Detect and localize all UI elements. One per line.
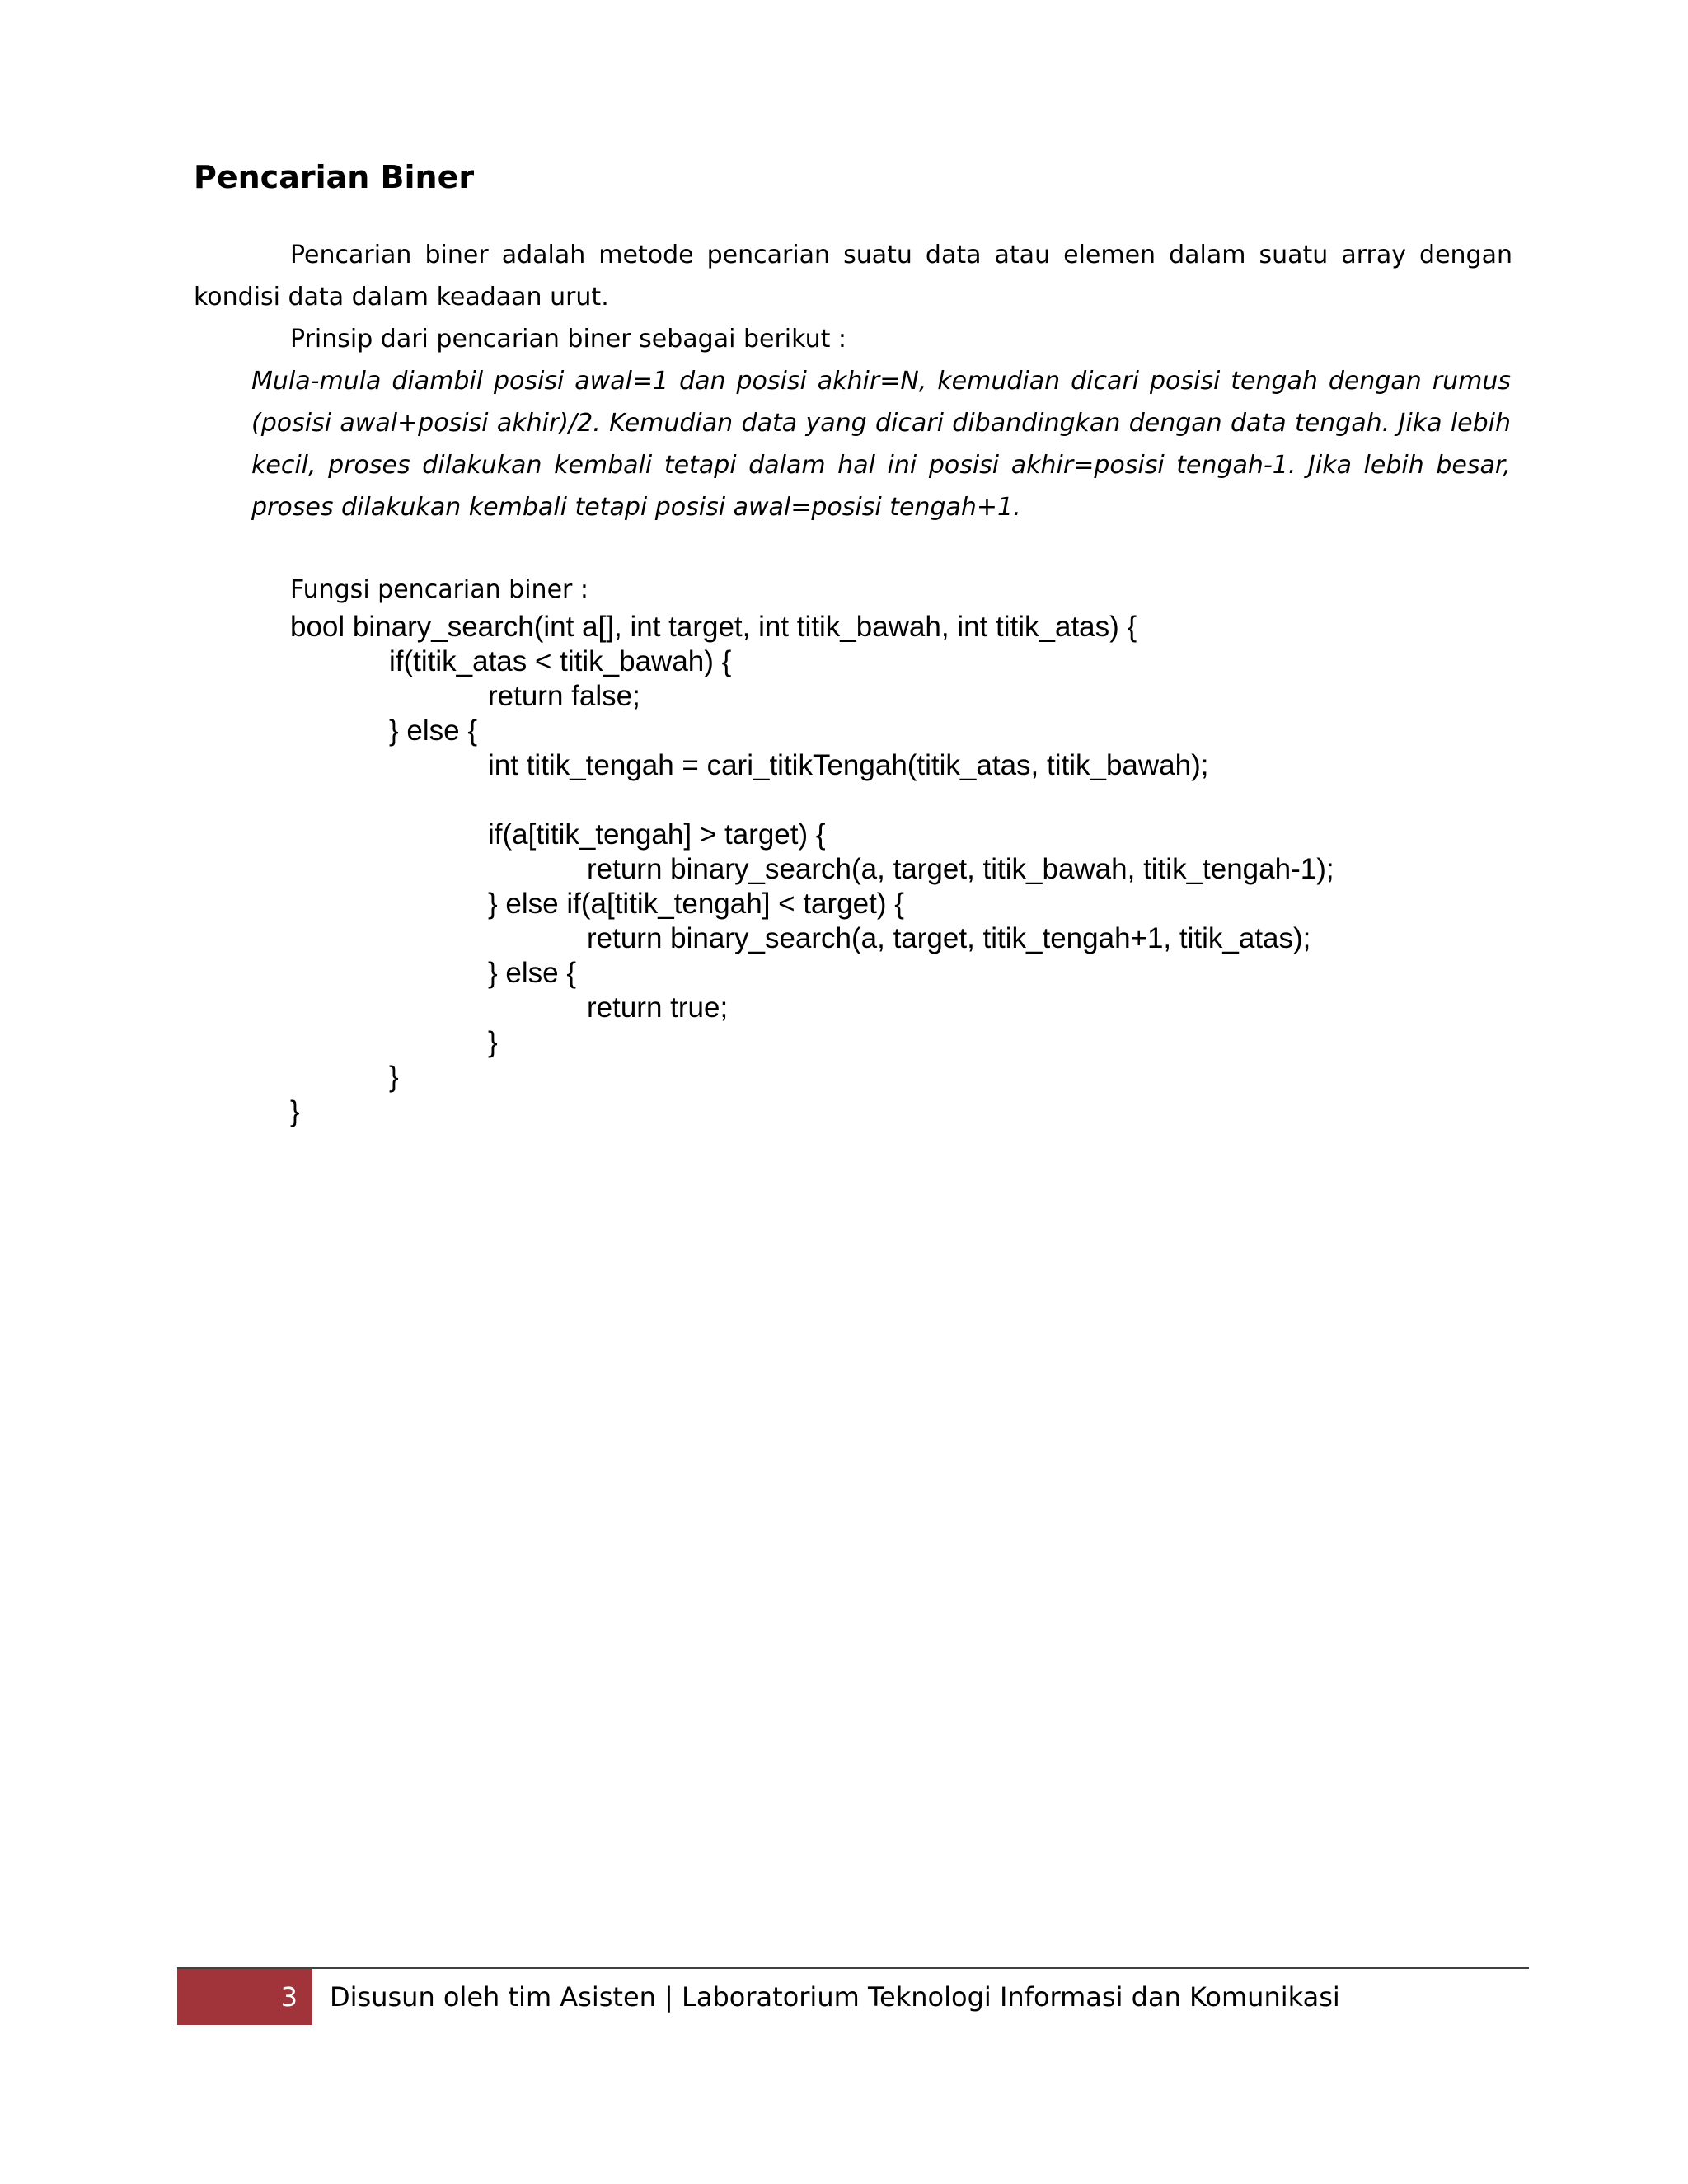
code-line: } else {	[488, 957, 577, 989]
principle-intro: Prinsip dari pencarian biner sebagai berikut :	[290, 325, 846, 354]
code-line: } else {	[389, 715, 478, 747]
function-label: Fungsi pencarian biner :	[290, 575, 589, 604]
code-line: if(titik_atas < titik_bawah) {	[389, 645, 732, 677]
section-heading: Pencarian Biner	[194, 159, 475, 195]
code-line: return binary_search(a, target, titik_tengah+1, titik_atas);	[587, 922, 1311, 954]
code-line: }	[488, 1026, 498, 1058]
code-line: } else if(a[titik_tengah] < target) {	[488, 888, 904, 920]
code-line: return binary_search(a, target, titik_bawah, titik_tengah-1);	[587, 853, 1334, 885]
code-line: int titik_tengah = cari_titikTengah(titik_atas, titik_bawah);	[488, 749, 1209, 781]
code-line: return true;	[587, 991, 729, 1024]
code-block	[290, 610, 1334, 1129]
page-number-box	[177, 1969, 312, 2025]
footer-text: Disusun oleh tim Asisten | Laboratorium Teknologi Informasi dan Komunikasi	[330, 1981, 1340, 2013]
code-line: return false;	[488, 680, 640, 712]
principle-paragraph: Mula-mula diambil posisi awal=1 dan posisi akhir=N, kemudian dicari posisi tengah dengan rumus (posisi awal+posisi akhir)/2. Kemudian data yang dicari dibandingkan dengan data tengah. Jika lebih kecil, proses dilakukan kembali tetapi dalam hal ini posisi akhir=posisi tengah-1. Jika lebih besar, proses dilakukan kembali tetapi posisi awal=posisi tengah+1.	[251, 367, 1511, 522]
code-line: }	[290, 1095, 300, 1127]
code-line: bool binary_search(int a[], int target, int titik_bawah, int titik_atas) {	[290, 611, 1137, 643]
definition-paragraph: Pencarian biner adalah metode pencarian suatu data atau elemen dalam suatu array dengan kondisi data dalam keadaan urut.	[194, 241, 1512, 312]
code-line: if(a[titik_tengah] > target) {	[488, 818, 826, 851]
code-line: }	[389, 1061, 399, 1093]
page-number: 3	[280, 1981, 298, 2013]
code-line	[290, 783, 1334, 818]
